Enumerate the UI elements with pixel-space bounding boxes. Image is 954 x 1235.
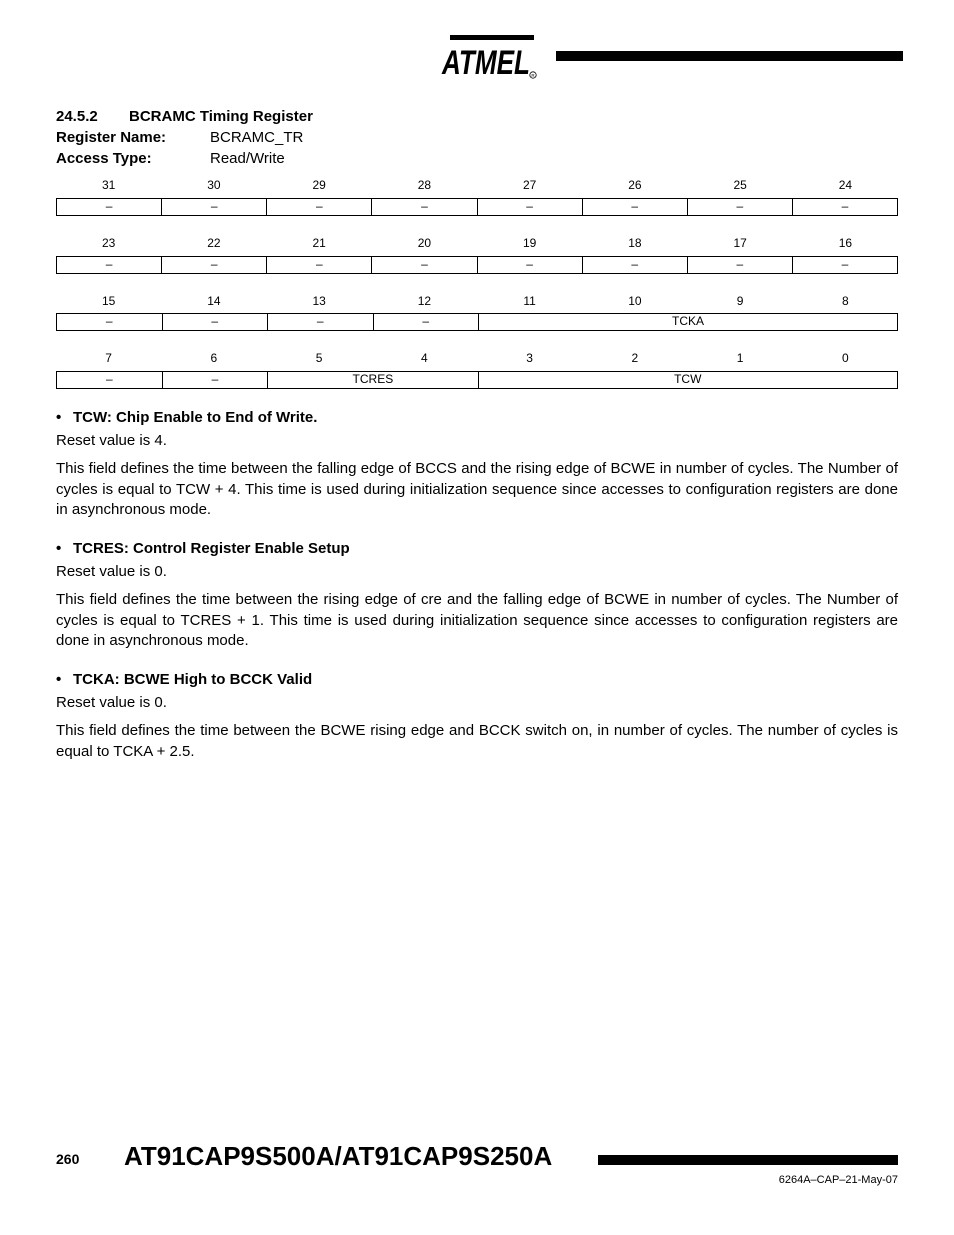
- field-heading-tcka: [56, 671, 312, 688]
- access-type-label: Access Type:: [56, 150, 152, 167]
- reserved-field: –: [582, 199, 687, 215]
- field-heading-tcres: [56, 540, 350, 557]
- bit-number: 15: [101, 294, 116, 308]
- field-description: This field defines the time between the BCWE rising edge and BCCK switch on, in number of cycles. The number of cycles is equal to TCKA + 2.5.: [56, 722, 898, 760]
- bit-number: 11: [523, 294, 536, 308]
- bit-number: 20: [417, 236, 432, 250]
- field-heading-tcw: [56, 409, 317, 426]
- bit-number: 0: [842, 351, 849, 365]
- register-name-value: BCRAMC_TR: [210, 129, 304, 146]
- bit-number: 24: [838, 178, 853, 192]
- reserved-field: –: [792, 257, 897, 273]
- bit-number: 6: [210, 351, 218, 365]
- bit-number: 19: [522, 236, 537, 250]
- reserved-field: –: [267, 314, 373, 330]
- bullet-icon: •: [56, 540, 62, 557]
- field-heading-text: TCW: Chip Enable to End of Write.: [73, 409, 318, 426]
- reserved-field: –: [266, 257, 371, 273]
- bit-number-row: [56, 294, 898, 308]
- reset-value: Reset value is 4.: [56, 432, 167, 449]
- reserved-field: –: [582, 257, 687, 273]
- footer-title: AT91CAP9S500A/AT91CAP9S250A: [124, 1141, 553, 1171]
- reserved-field: –: [105, 314, 113, 328]
- bit-number: 27: [522, 178, 537, 192]
- tcres-field: TCRES: [267, 372, 477, 388]
- bit-number: 30: [207, 178, 221, 192]
- register-field-row: [56, 198, 898, 216]
- reserved-field: –: [371, 199, 476, 215]
- reserved-field: –: [105, 199, 113, 213]
- atmel-logo: [440, 32, 540, 80]
- bit-number-row: [56, 351, 898, 365]
- register-field-row: [56, 256, 898, 274]
- reserved-field: –: [105, 372, 113, 386]
- bit-number: 8: [842, 294, 849, 308]
- bit-number: 31: [101, 178, 116, 192]
- bit-number: 16: [838, 236, 853, 250]
- tcw-field: TCW: [478, 372, 898, 388]
- reserved-field: –: [477, 199, 582, 215]
- bit-number: 18: [628, 236, 642, 250]
- register-field-row: [56, 371, 898, 389]
- reserved-field: –: [687, 199, 792, 215]
- section-number: 24.5.2: [56, 108, 98, 125]
- reserved-field: –: [792, 199, 897, 215]
- bit-number-row: [56, 236, 898, 250]
- bit-number: 9: [736, 294, 744, 308]
- footer-rule: [598, 1155, 898, 1165]
- reserved-field: –: [162, 314, 268, 330]
- access-type-value: Read/Write: [210, 150, 285, 167]
- bit-number: 23: [101, 236, 116, 250]
- svg-text:R: R: [531, 73, 535, 78]
- bit-number: 7: [105, 351, 112, 365]
- bit-number: 21: [312, 236, 326, 250]
- bit-number: 1: [736, 351, 744, 365]
- svg-text:ATMEL: ATMEL: [441, 44, 530, 80]
- bit-number: 17: [733, 236, 747, 250]
- bit-number: 26: [628, 178, 642, 192]
- reserved-field: –: [373, 314, 479, 330]
- reserved-field: –: [161, 199, 266, 215]
- bit-number: 25: [733, 178, 747, 192]
- bullet-icon: •: [56, 409, 62, 426]
- tcka-field: TCKA: [478, 314, 897, 330]
- bit-number: 28: [417, 178, 432, 192]
- bit-number: 14: [207, 294, 221, 308]
- reserved-field: –: [371, 257, 476, 273]
- field-heading-text: TCKA: BCWE High to BCCK Valid: [73, 671, 313, 688]
- bit-number: 22: [207, 236, 221, 250]
- field-description: This field defines the time between the rising edge of cre and the falling edge of BCWE in number of cycles. The Number of cycles is equal to TCRES + 1. This time is used during initialization sequence since accesses to configuration registers are done in asynchronous mode.: [56, 591, 898, 649]
- bit-number: 4: [421, 351, 428, 365]
- reset-value: Reset value is 0.: [56, 563, 167, 580]
- bit-number: 5: [315, 351, 323, 365]
- bit-number: 3: [526, 351, 533, 365]
- bit-number: 29: [312, 178, 326, 192]
- document-code: 6264A–CAP–21-May-07: [778, 1174, 898, 1186]
- bit-number-row: [56, 178, 898, 192]
- field-heading-text: TCRES: Control Register Enable Setup: [73, 540, 350, 557]
- header-rule: [556, 51, 903, 61]
- bit-number: 2: [631, 351, 639, 365]
- reserved-field: –: [162, 372, 268, 388]
- bit-number: 12: [417, 294, 432, 308]
- reserved-field: –: [477, 257, 582, 273]
- bullet-icon: •: [56, 671, 62, 688]
- bit-number: 13: [312, 294, 326, 308]
- field-description: This field defines the time between the falling edge of BCCS and the rising edge of BCWE in number of cycles. The Number of cycles is equal to TCW + 4. This time is used during initialization sequence since accesses to configuration registers are done in asynchronous mode.: [56, 460, 898, 518]
- register-name-label: Register Name:: [56, 129, 167, 146]
- page-number: 260: [56, 1151, 80, 1167]
- atmel-logo-icon: [440, 32, 540, 80]
- reserved-field: –: [105, 257, 113, 271]
- reserved-field: –: [687, 257, 792, 273]
- reserved-field: –: [161, 257, 266, 273]
- bit-number: 10: [628, 294, 642, 308]
- reserved-field: –: [266, 199, 371, 215]
- reset-value: Reset value is 0.: [56, 694, 167, 711]
- register-field-row: [56, 313, 898, 331]
- section-title: BCRAMC Timing Register: [129, 108, 313, 125]
